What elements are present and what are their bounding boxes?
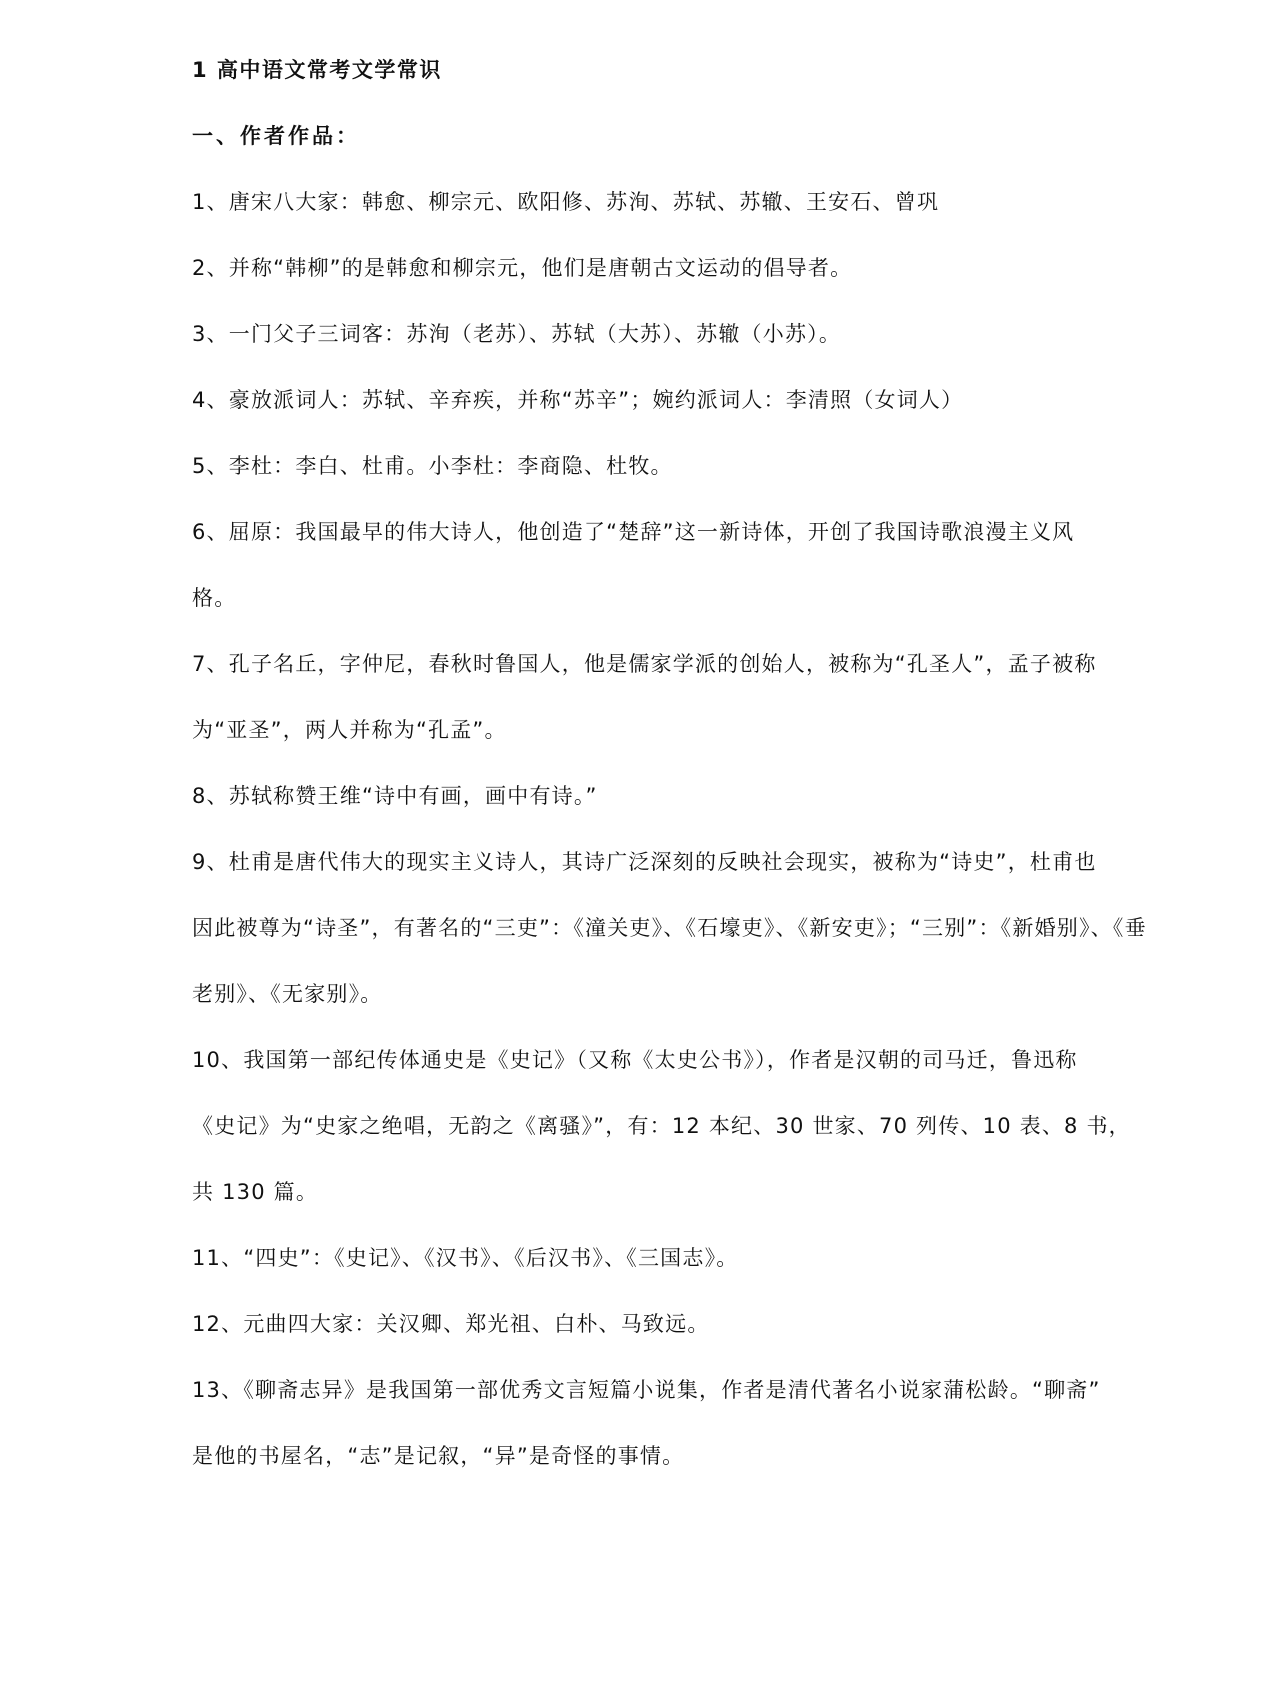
text-line: 11、“四史”：《史记》、《汉书》、《后汉书》、《三国志》。 xyxy=(192,1246,739,1270)
text-line: 2、并称“韩柳”的是韩愈和柳宗元，他们是唐朝古文运动的倡导者。 xyxy=(192,256,853,280)
document-title: 1 高中语文常考文学常识 xyxy=(192,58,442,82)
text-line: 1、唐宋八大家：韩愈、柳宗元、欧阳修、苏洵、苏轼、苏辙、王安石、曾巩 xyxy=(192,190,940,214)
text-line: 为“亚圣”，两人并称为“孔孟”。 xyxy=(192,718,507,742)
text-line: 共 130 篇。 xyxy=(192,1180,319,1204)
text-line: 10、我国第一部纪传体通史是《史记》（又称《太史公书》），作者是汉朝的司马迁，鲁迅称 xyxy=(192,1048,1078,1072)
text-line: 3、一门父子三词客：苏洵（老苏）、苏轼（大苏）、苏辙（小苏）。 xyxy=(192,322,842,346)
text-line: 5、李杜：李白、杜甫。小李杜：李商隐、杜牧。 xyxy=(192,454,673,478)
text-line: 因此被尊为“诗圣”，有著名的“三吏”：《潼关吏》、《石壕吏》、《新安吏》；“三别”：《新婚别》、《垂 xyxy=(192,916,1147,940)
section-heading: 一、作者作品： xyxy=(192,124,360,148)
text-line: 13、《聊斋志异》是我国第一部优秀文言短篇小说集，作者是清代著名小说家蒲松龄。“聊斋” xyxy=(192,1378,1101,1402)
text-line: 12、元曲四大家：关汉卿、郑光祖、白朴、马致远。 xyxy=(192,1312,710,1336)
text-line: 9、杜甫是唐代伟大的现实主义诗人，其诗广泛深刻的反映社会现实，被称为“诗史”，杜甫也 xyxy=(192,850,1097,874)
text-line: 格。 xyxy=(192,586,237,610)
text-line: 8、苏轼称赞王维“诗中有画，画中有诗。” xyxy=(192,784,598,808)
text-line: 老别》、《无家别》。 xyxy=(192,982,383,1006)
text-line: 7、孔子名丘，字仲尼，春秋时鲁国人，他是儒家学派的创始人，被称为“孔圣人”，孟子被称 xyxy=(192,652,1097,676)
text-line: 6、屈原：我国最早的伟大诗人，他创造了“楚辞”这一新诗体，开创了我国诗歌浪漫主义风 xyxy=(192,520,1075,544)
text-line: 4、豪放派词人：苏轼、辛弃疾，并称“苏辛”；婉约派词人：李清照（女词人） xyxy=(192,388,964,412)
text-line: 是他的书屋名，“志”是记叙，“异”是奇怪的事情。 xyxy=(192,1444,685,1468)
text-line: 《史记》为“史家之绝唱，无韵之《离骚》”，有：12 本纪、30 世家、70 列传、10 表、8 书， xyxy=(192,1114,1131,1138)
